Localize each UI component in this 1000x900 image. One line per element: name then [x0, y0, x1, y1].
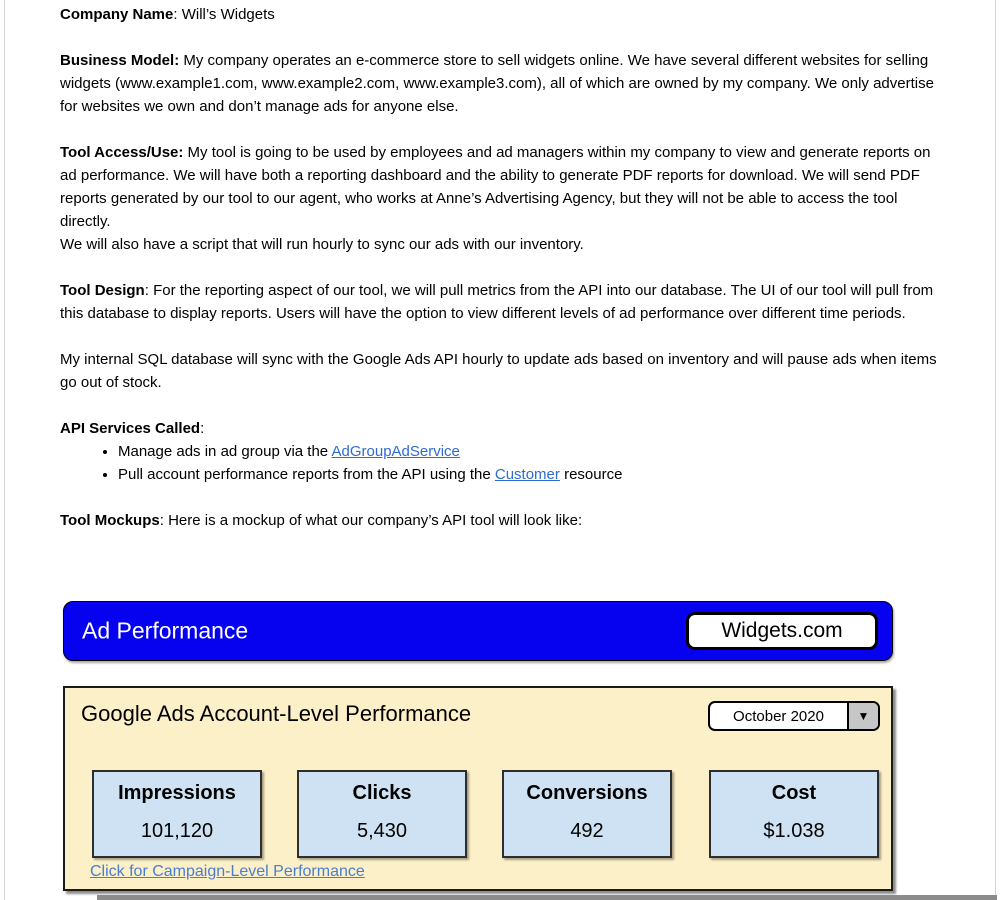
chevron-down-icon[interactable]: ▼	[847, 703, 878, 729]
panel-title: Google Ads Account-Level Performance	[81, 701, 472, 726]
sql-note-text: My internal SQL database will sync with the Google Ads API hourly to update ads based on inventory and will pause ads when items go out of stock.	[60, 351, 937, 391]
company-name-label: Company Name	[60, 6, 174, 23]
api-services-label: API Services Called	[60, 420, 201, 437]
paragraph-tool-access	[60, 141, 940, 256]
metric-value: 5,430	[356, 820, 408, 842]
paragraph-sql-note	[60, 348, 940, 394]
metric-label: Clicks	[352, 782, 412, 804]
campaign-level-link[interactable]: Click for Campaign-Level Performance	[90, 863, 365, 880]
business-model-text: My company operates an e-commerce store to sell widgets online. We have several different websites for selling widgets (www.example1.com, www.example2.com, www.example3.com), all of which are owned by my company. We only advertise for websites we own and don’t manage ads for anyone else.	[60, 52, 934, 115]
paragraph-business-model	[60, 49, 940, 118]
widgets-site-button[interactable]	[686, 612, 878, 650]
account-performance-panel	[63, 686, 893, 891]
list-item	[118, 463, 940, 486]
customer-link[interactable]: Customer	[494, 466, 560, 483]
widgets-site-button-label: Widgets.com	[721, 619, 843, 642]
metric-label: Conversions	[526, 782, 648, 804]
list-item	[118, 440, 940, 463]
next-section-edge	[97, 895, 997, 900]
bullet-2-post: resource	[559, 466, 623, 483]
api-services-list	[60, 440, 940, 486]
metric-card-clicks	[297, 770, 467, 858]
mockup-app-title: Ad Performance	[82, 617, 249, 644]
tool-access-text: My tool is going to be used by employees and ad managers within my company to view and generate reports on ad performance. We will have both a reporting dashboard and the ability to generate PDF reports for download. We will send PDF reports generated by our tool to our agent, who works at Anne’s Advertising Agency, but they will not be able to access the tool directly.	[60, 144, 931, 230]
adgroupadservice-link[interactable]: AdGroupAdService	[331, 443, 460, 460]
date-range-dropdown[interactable]	[708, 701, 880, 731]
page-right-edge	[995, 0, 996, 900]
tool-access-label: Tool Access/Use:	[60, 144, 184, 161]
metric-label: Impressions	[118, 782, 236, 804]
paragraph-api-services	[60, 417, 940, 440]
document-body	[60, 3, 940, 555]
tool-access-text2: We will also have a script that will run hourly to sync our ads with our inventory.	[60, 236, 584, 253]
company-name-value: : Will’s Widgets	[173, 6, 275, 23]
tool-mockups-text: : Here is a mockup of what our company’s API tool will look like:	[159, 512, 583, 529]
bullet-2-pre: Pull account performance reports from the API using the	[118, 466, 495, 483]
paragraph-company-name	[60, 3, 940, 26]
mockup-header-bar	[63, 601, 893, 661]
business-model-label: Business Model:	[60, 52, 180, 69]
metric-label: Cost	[771, 782, 817, 804]
metric-value: 101,120	[140, 820, 214, 842]
page-left-edge	[4, 0, 5, 900]
metric-value: 492	[570, 820, 604, 842]
bullet-1-pre: Manage ads in ad group via the	[118, 443, 332, 460]
date-range-value: October 2020	[733, 707, 824, 725]
tool-mockups-label: Tool Mockups	[60, 512, 160, 529]
metric-card-conversions	[502, 770, 672, 858]
api-services-colon: :	[200, 420, 205, 437]
metric-card-impressions	[92, 770, 262, 858]
tool-design-text: : For the reporting aspect of our tool, we will pull metrics from the API into our database. The UI of our tool will pull from this database to display reports. Users will have the option to view different levels of ad performance over different time periods.	[60, 282, 934, 322]
paragraph-tool-mockups	[60, 509, 940, 532]
paragraph-tool-design	[60, 279, 940, 325]
metric-card-cost	[709, 770, 879, 858]
tool-design-label: Tool Design	[60, 282, 145, 299]
metric-value: $1.038	[763, 820, 825, 842]
